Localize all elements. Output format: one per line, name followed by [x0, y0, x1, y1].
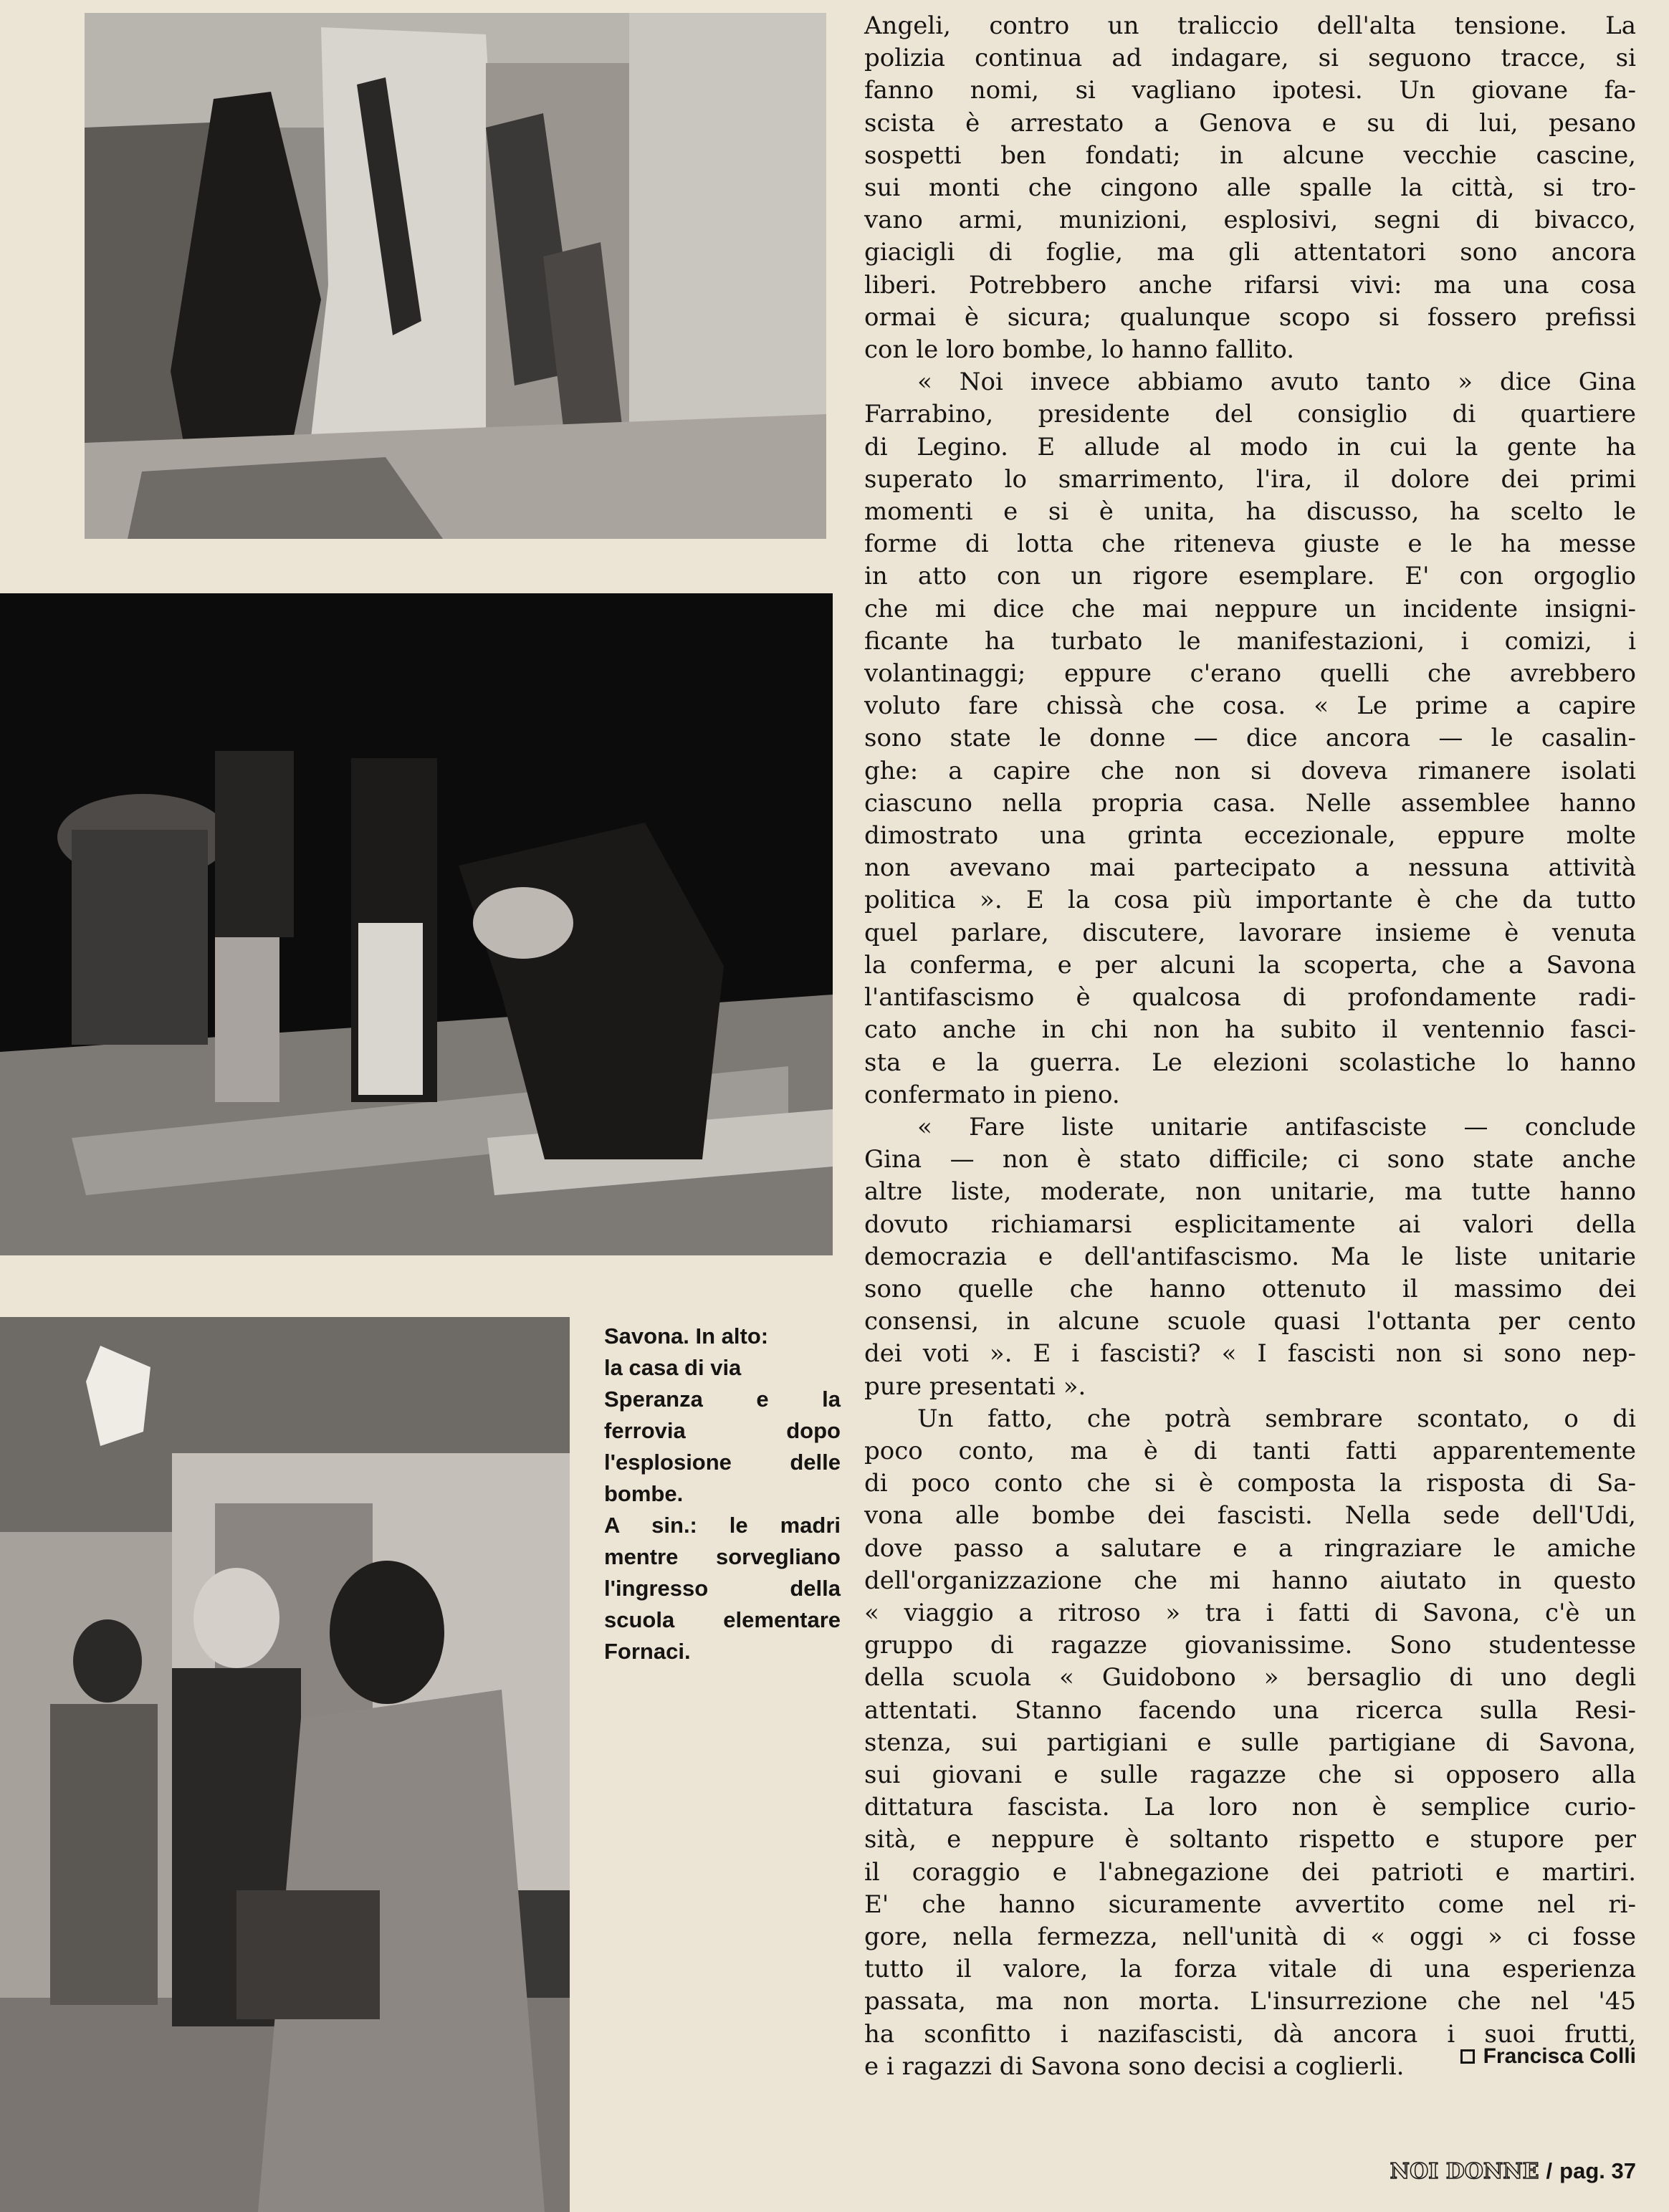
article-line: forme di lotta che riteneva giuste e le ha messe — [864, 530, 1636, 559]
mothers-school-image — [0, 1317, 570, 2212]
page-footer — [1390, 2158, 1636, 2184]
article-line: liberi. Potrebbero anche rifarsi vivi: ma una cosa — [864, 270, 1636, 300]
article-line: confermato in pieno. — [864, 1080, 1120, 1109]
article-line: Gina — non è stato difficile; ci sono state anche — [864, 1145, 1636, 1174]
caption-line: Fornaci. — [604, 1639, 691, 1664]
article-line: il coraggio e l'abnegazione dei patrioti e martiri. — [864, 1857, 1636, 1887]
article-line: ha sconfitto i nazifascisti, dà ancora i suoi frutti, — [864, 2019, 1636, 2049]
article-line: quel parlare, discutere, lavorare insieme è venuta — [864, 918, 1636, 947]
damaged-house-image — [85, 13, 826, 539]
caption-line: la casa di via — [604, 1355, 742, 1380]
article-line: di poco conto che si è composta la risposta di Sa- — [864, 1469, 1636, 1498]
article-body — [864, 10, 1636, 2083]
article-line: e i ragazzi di Savona sono decisi a coglierli. — [864, 2051, 1405, 2081]
article-line: sono state le donne — dice ancora — le casalin- — [864, 724, 1636, 753]
article-line: gore, nella fermezza, nell'unità di « oggi » ci fosse — [864, 1922, 1636, 1951]
article-line: altre liste, moderate, non unitarie, ma tutte hanno — [864, 1177, 1636, 1207]
caption-line: ferrovia dopo — [604, 1418, 841, 1443]
article-line: ghe: a capire che non si doveva rimanere isolati — [864, 756, 1636, 785]
magazine-logo: NOI DONNE — [1390, 2158, 1539, 2184]
caption-line: Savona. In alto: — [604, 1323, 769, 1349]
article-line: sità, e neppure è soltanto rispetto e stupore per — [864, 1825, 1636, 1854]
caption-line: l'ingresso della — [604, 1576, 841, 1601]
article-line: Un fatto, che potrà sembrare scontato, o di — [917, 1404, 1636, 1433]
article-line: Farrabino, presidente del consiglio di quartiere — [864, 400, 1636, 429]
article-line: scista è arrestato a Genova e su di lui, pesano — [864, 108, 1636, 138]
article-line: « Noi invece abbiamo avuto tanto » dice Gina — [917, 368, 1636, 397]
article-line: sospetti ben fondati; in alcune vecchie cascine, — [864, 140, 1636, 170]
article-line: giacigli di foglie, ma gli attentatori sono ancora — [864, 238, 1636, 267]
article-line: dittatura fascista. La loro non è semplice curio- — [864, 1793, 1636, 1822]
article-line: politica ». E la cosa più importante è che da tutto — [864, 886, 1636, 915]
photo-damaged-house — [85, 13, 826, 539]
photo-caption — [604, 1321, 841, 1667]
article-line: la conferma, e per alcuni la scoperta, che a Savona — [864, 950, 1636, 980]
article-line: che mi dice che mai neppure un incidente insigni- — [864, 594, 1636, 623]
article-line: poco conto, ma è di tanti fatti apparentemente — [864, 1436, 1636, 1465]
photo-railway-police — [0, 593, 833, 1255]
article-line: tutto il valore, la forza vitale di una esperienza — [864, 1955, 1636, 1984]
article-line: dove passo a salutare e a ringraziare le amiche — [864, 1533, 1636, 1563]
article-line: della scuola « Guidobono » bersaglio di uno degli — [864, 1663, 1636, 1692]
article-line: cato anche in chi non ha subito il ventennio fasci- — [864, 1015, 1636, 1045]
article-line: passata, ma non morta. L'insurrezione che nel '45 — [864, 1987, 1636, 2016]
author-name: Francisca Colli — [1483, 2044, 1636, 2068]
square-bullet-icon — [1460, 2049, 1475, 2064]
article-line: sui giovani e sulle ragazze che si opposero alla — [864, 1760, 1636, 1789]
article-line: ficante ha turbato le manifestazioni, i comizi, i — [864, 626, 1636, 656]
article-line: vano armi, munizioni, esplosivi, segni di bivacco, — [864, 206, 1636, 235]
caption-line: Speranza e la — [604, 1387, 841, 1412]
article-line: pure presentati ». — [864, 1371, 1086, 1401]
article-line: voluto fare chissà che cosa. « Le prime a capire — [864, 691, 1636, 721]
caption-line: l'esplosione delle — [604, 1450, 841, 1475]
article-line: dell'organizzazione che mi hanno aiutato in questo — [864, 1566, 1636, 1595]
article-line: stenza, sui partigiani e sulle partigiane di Savona, — [864, 1728, 1636, 1757]
article-line: ciascuno nella propria casa. Nelle assemblee hanno — [864, 788, 1636, 818]
article-line: sta e la guerra. Le elezioni scolastiche lo hanno — [864, 1048, 1636, 1077]
article-line: l'antifascismo è qualcosa di profondamente radi- — [864, 983, 1636, 1012]
article-line: con le loro bombe, lo hanno fallito. — [864, 335, 1295, 365]
article-line: fanno nomi, si vagliano ipotesi. Un giovane fa- — [864, 76, 1636, 105]
article-line: dovuto richiamarsi esplicitamente ai valori della — [864, 1210, 1636, 1239]
page-number: pag. 37 — [1559, 2158, 1636, 2183]
article-line: democrazia e dell'antifascismo. Ma le liste unitarie — [864, 1242, 1636, 1271]
article-line: non avevano mai partecipato a nessuna attività — [864, 853, 1636, 883]
article-line: polizia continua ad indagare, si seguono tracce, si — [864, 44, 1636, 73]
article-line: sui monti che cingono alle spalle la città, si tro- — [864, 173, 1636, 203]
article-line: gruppo di ragazze giovanissime. Sono studentesse — [864, 1631, 1636, 1660]
article-line: sono quelle che hanno ottenuto il massimo dei — [864, 1274, 1636, 1303]
byline — [1460, 2044, 1636, 2069]
article-line: E' che hanno sicuramente avvertito come nel ri- — [864, 1890, 1636, 1919]
article-line: dimostrato una grinta eccezionale, eppure molte — [864, 821, 1636, 851]
article-line: « Fare liste unitarie antifasciste — conclude — [917, 1112, 1636, 1141]
railway-police-image — [0, 593, 833, 1255]
caption-line: scuola elementare — [604, 1607, 841, 1632]
caption-line: mentre sorvegliano — [604, 1544, 841, 1569]
article-line: dei voti ». E i fascisti? « I fascisti non si sono nep- — [864, 1339, 1636, 1369]
article-line: vona alle bombe dei fascisti. Nella sede dell'Udi, — [864, 1501, 1636, 1531]
article-line: consensi, in alcune scuole quasi l'ottanta per cento — [864, 1307, 1636, 1336]
article-line: ormai è sicura; qualunque scopo si fossero prefissi — [864, 302, 1636, 332]
article-line: attentati. Stanno facendo una ricerca sulla Resi- — [864, 1695, 1636, 1725]
footer-separator: / — [1546, 2158, 1553, 2183]
article-line: di Legino. E allude al modo in cui la gente ha — [864, 432, 1636, 461]
article-line: volantinaggi; eppure c'erano quelli che avrebbero — [864, 659, 1636, 689]
article-line: Angeli, contro un traliccio dell'alta tensione. La — [864, 11, 1636, 40]
article-line: superato lo smarrimento, l'ira, il dolore dei primi — [864, 464, 1636, 494]
caption-line: bombe. — [604, 1481, 684, 1506]
article-line: momenti e si è unita, ha discusso, ha scelto le — [864, 497, 1636, 527]
article-line: « viaggio a ritroso » tra i fatti di Savona, c'è un — [864, 1598, 1636, 1627]
photo-mothers-school — [0, 1317, 570, 2212]
caption-line: A sin.: le madri — [604, 1513, 841, 1538]
article-line: in atto con un rigore esemplare. E' con orgoglio — [864, 562, 1636, 591]
